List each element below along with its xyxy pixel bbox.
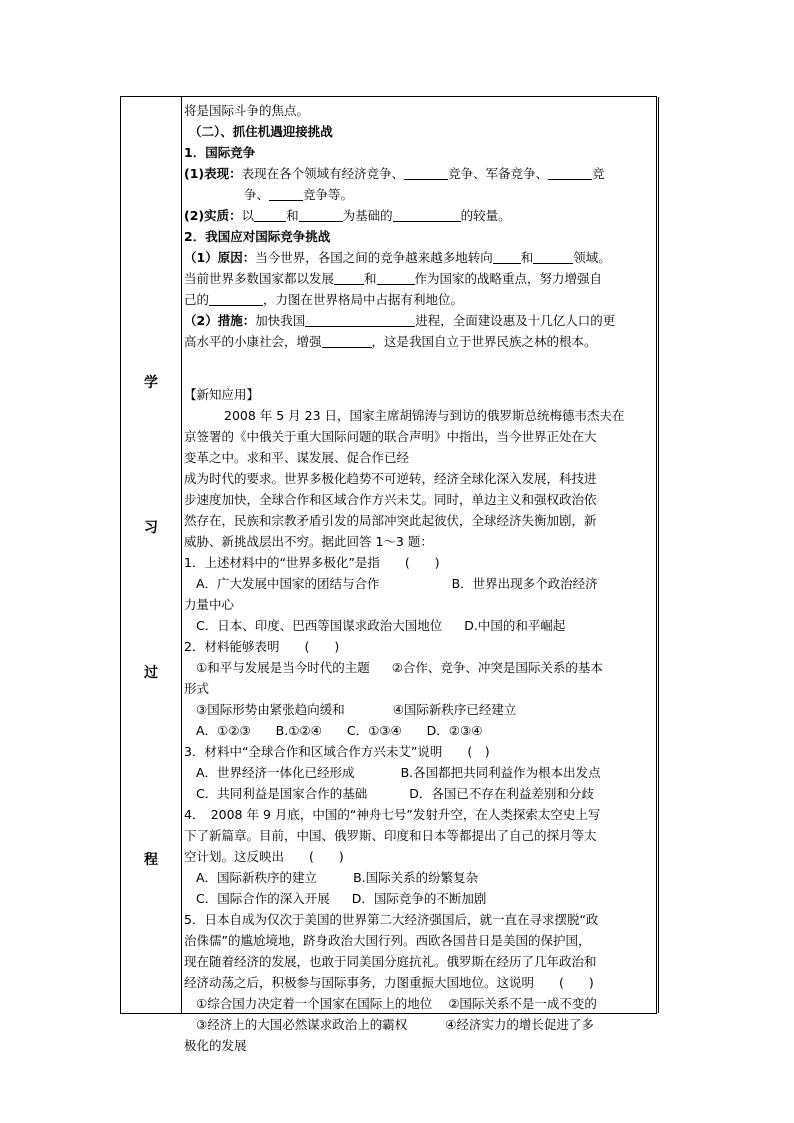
option-row: [184, 783, 659, 804]
text: 进程，全面建设惠及十几亿人口的更: [415, 313, 616, 328]
text-line: [184, 310, 659, 331]
text: 当今世界，各国之间的竞争越来越多地转向: [255, 250, 493, 265]
text: 以: [241, 208, 255, 223]
option-d: D.中国的和平崛起: [464, 618, 566, 633]
statement-row: [184, 699, 659, 720]
label: (1)表现：: [184, 166, 242, 181]
option-b: B.国际关系的纷繁复杂: [353, 870, 479, 885]
text: 加快我国: [255, 313, 306, 328]
option-d: D．国际竞争的不断加剧: [351, 891, 487, 906]
text-line: 威胁、新挑战层出不穷。据此回答 1～3 题：: [184, 534, 433, 549]
text-line: 形式: [184, 681, 210, 696]
side-label-column: [121, 97, 181, 1013]
statement: ②国际关系不是一成不变的: [448, 996, 597, 1011]
text-line: 将是国际斗争的焦点。: [184, 103, 310, 118]
text-line: [184, 184, 659, 205]
statement-row: [184, 657, 659, 678]
text-line: [184, 163, 659, 184]
text-line: 空计划。这反映出 ( ): [184, 849, 344, 864]
statement: ①综合国力决定着一个国家在国际上的地位: [196, 996, 433, 1011]
text: 表现在各个领域有经济竞争、: [241, 166, 405, 181]
statement: ④国际新秩序已经建立: [392, 702, 517, 717]
section-heading: （二）、抓住机遇迎接挑战: [189, 124, 333, 139]
option-a: A．国际新秩序的建立: [196, 870, 318, 885]
option-a: A．世界经济一体化已经形成: [196, 765, 355, 780]
option-b: B.各国都把共同利益作为根本出发点: [400, 765, 601, 780]
text-line: 成为时代的要求。世界多极化趋势不可逆转，经济全球化深入发展，科技进: [184, 471, 597, 486]
fill-blank: [305, 313, 415, 327]
text: 争、: [244, 187, 270, 202]
text-line: 然存在，民族和宗教矛盾引发的局部冲突此起彼伏，全球经济失衡加剧，新: [184, 513, 597, 528]
text-line: 现在随着经济的发展，也敢于同美国分庭抗礼。俄罗斯在经历了几年政治和: [184, 954, 597, 969]
option-c: C．国际合作的深入开展: [196, 891, 330, 906]
text: 当前世界多数国家都以发展: [184, 271, 335, 286]
question-4: 4． 2008 年 9 月底，中国的“神舟七号”发射升空，在人类探索太空史上写: [184, 807, 601, 822]
fill-blank: [377, 271, 415, 285]
question-2: 2．材料能够表明 ( ): [184, 639, 340, 654]
text: 领域。: [573, 250, 611, 265]
label: （1）原因：: [184, 250, 256, 265]
text-line: [184, 247, 659, 268]
option-c: C．共同利益是国家合作的基础: [196, 786, 368, 801]
side-char-xue: 学: [144, 375, 158, 391]
text: 和: [364, 271, 377, 286]
option-row: A．①②③ B.①②④ C．①③④ D．②③④: [196, 723, 483, 738]
text-line: [184, 331, 659, 352]
text: ，这是我国自立于世界民族之林的根本。: [371, 334, 597, 349]
content-cell: [184, 100, 659, 1056]
side-char-xi: 习: [144, 520, 158, 536]
option-row: [184, 888, 659, 909]
text-line: 下了新篇章。目前，中国、俄罗斯、印度和日本等都提出了自己的探月等太: [184, 828, 597, 843]
option-row: [184, 573, 659, 594]
text-line: 极化的发展: [184, 1038, 247, 1053]
text: 竞: [592, 166, 605, 181]
fill-blank: [404, 166, 448, 180]
fill-blank: [322, 334, 372, 348]
text-line: 2008 年 5 月 23 日，国家主席胡锦涛与到访的俄罗斯总统梅德韦杰夫在: [224, 408, 625, 423]
text-line: [184, 205, 659, 226]
text: 和: [520, 250, 534, 265]
option-row: [184, 762, 659, 783]
text: 为基础的: [342, 208, 393, 223]
text-line: 治侏儒”的尴尬境地，跻身政治大国行列。西欧各国昔日是美国的保护国，: [184, 933, 591, 948]
statement: ③国际形势由紧张趋向缓和: [196, 702, 345, 717]
text-line: 力量中心: [184, 597, 235, 612]
label: (2)实质：: [184, 208, 242, 223]
option-row: [184, 615, 659, 636]
statement-row: [184, 993, 659, 1014]
text: ，力图在世界格局中占据有利地位。: [263, 292, 464, 307]
option-c: C．日本、印度、巴西等国谋求政治大国地位: [196, 618, 443, 633]
text-line: 经济动荡之后，积极参与国际事务，力图重振大国地位。这说明 ( ): [184, 975, 594, 990]
text: 作为国家的战略重点，努力增强自: [414, 271, 603, 286]
statement: ①和平与发展是当今时代的主题: [196, 660, 370, 675]
subheading-competition: 1．国际竞争: [184, 145, 256, 160]
option-b: B．世界出现多个政治经济: [451, 576, 598, 591]
side-char-cheng: 程: [144, 852, 158, 868]
fill-blank: [493, 250, 521, 264]
text: 竞争、军备竞争、: [448, 166, 549, 181]
statement-row: [184, 1014, 659, 1035]
fill-blank: [209, 292, 263, 306]
side-char-guo: 过: [144, 665, 158, 681]
fill-blank: [533, 250, 573, 264]
text: 和: [286, 208, 299, 223]
statement: ②合作、竞争、冲突是国际关系的基本: [391, 660, 603, 675]
statement: ④经济实力的增长促进了多: [445, 1017, 594, 1032]
fill-blank: [334, 271, 364, 285]
text: 的较量。: [460, 208, 511, 223]
text-line: 步速度加快，全球合作和区域合作方兴未艾。同时，单边主义和强权政治依: [184, 492, 597, 507]
lesson-table: [120, 96, 657, 1053]
option-d: D．各国已不存在利益差别和分歧: [409, 786, 594, 801]
fill-blank: [254, 208, 286, 222]
text-line: 变革之中。求和平、谋发展、促合作已经: [184, 450, 410, 465]
text: 竞争等。: [303, 187, 354, 202]
text: 高水平的小康社会，增强: [184, 334, 322, 349]
fill-blank: [269, 187, 303, 201]
fill-blank: [548, 166, 592, 180]
question-3: 3．材料中“全球合作和区域合作方兴未艾”说明 ( ): [184, 744, 490, 759]
option-a: A．广大发展中国家的团结与合作: [196, 576, 380, 591]
text: 己的: [184, 292, 210, 307]
subheading-response: 2．我国应对国际竞争挑战: [184, 229, 331, 244]
text-line: [184, 289, 659, 310]
question-1: 1．上述材料中的“世界多极化”是指 ( ): [184, 555, 440, 570]
column-divider-left: [181, 97, 182, 1013]
practice-title: 【新知应用】: [184, 387, 260, 402]
fill-blank: [299, 208, 343, 222]
text-line: 京签署的《中俄关于重大国际问题的联合声明》中指出，当今世界正处在大: [184, 429, 597, 444]
label: （2）措施：: [184, 313, 256, 328]
question-5: 5．日本自成为仅次于美国的世界第二大经济强国后，就一直在寻求摆脱“政: [184, 912, 599, 927]
statement: ③经济上的大国必然谋求政治上的霸权: [196, 1017, 408, 1032]
option-row: [184, 867, 659, 888]
fill-blank: [393, 208, 461, 222]
text-line: [184, 268, 659, 289]
